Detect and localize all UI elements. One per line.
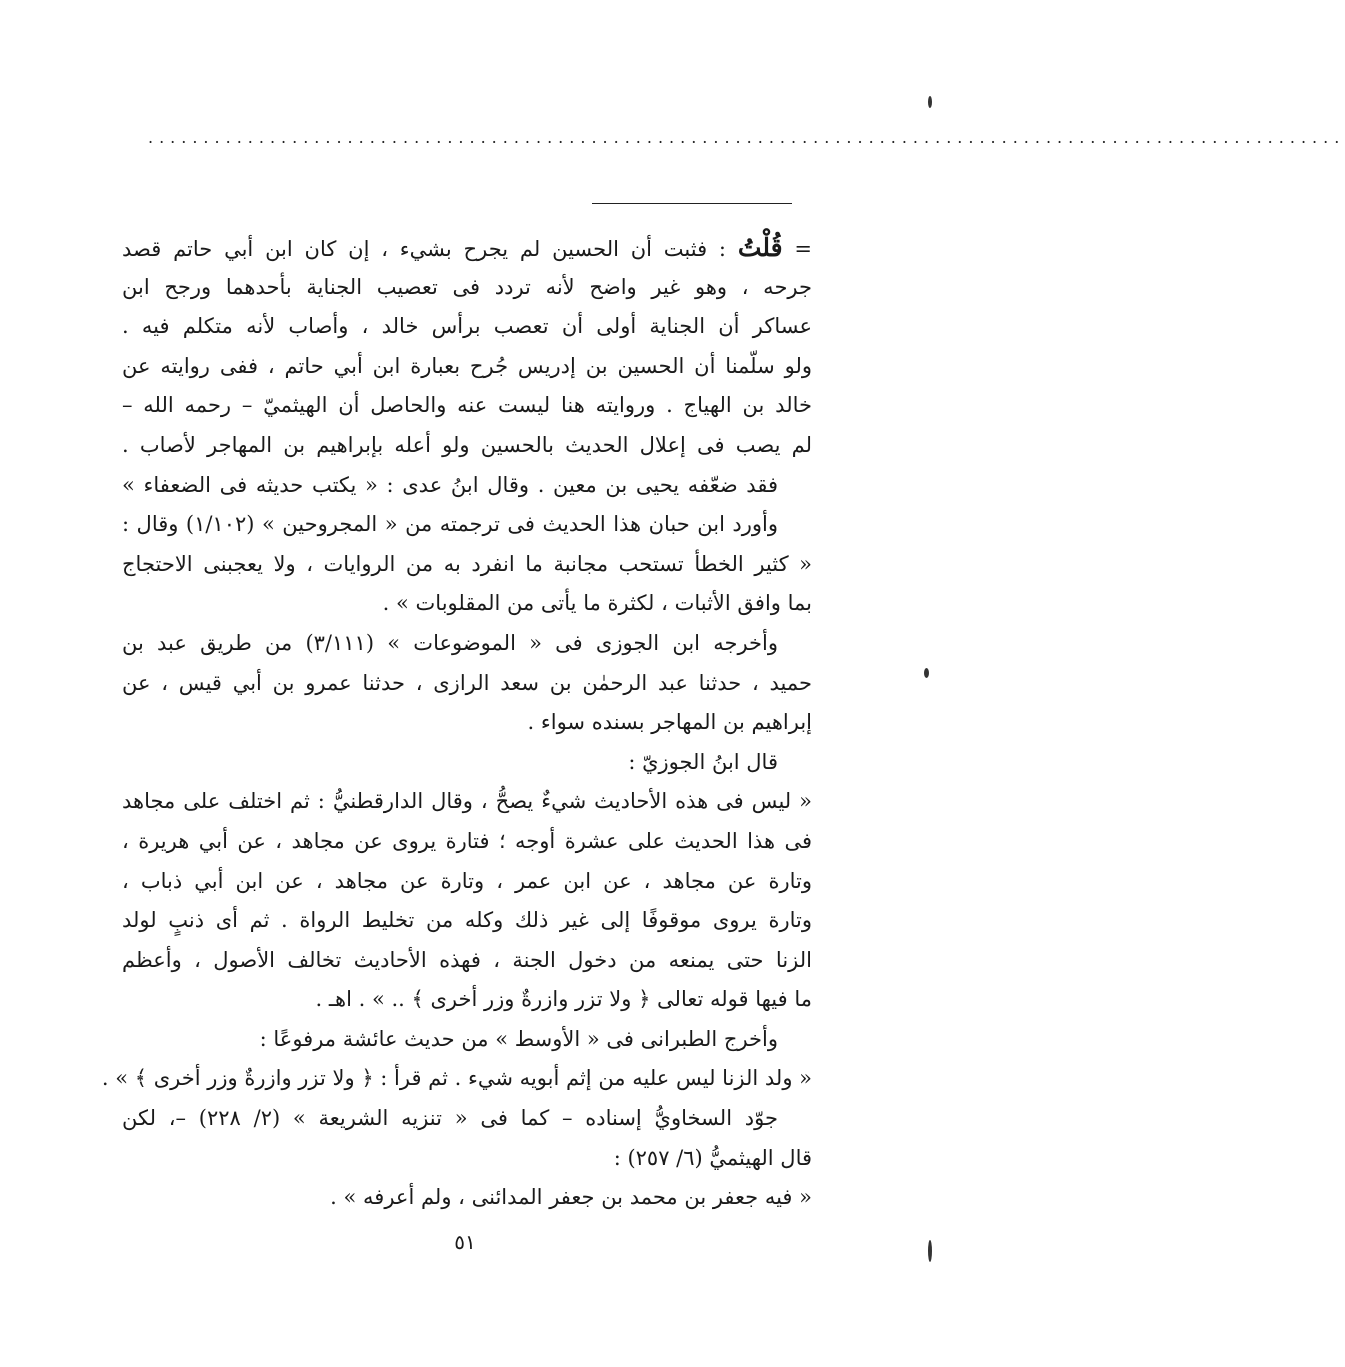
text-line-10: بما وافق الأثبات ، لكثرة ما يأتى من المقلوبات » . [382,591,812,616]
scan-speck [928,96,932,108]
text-line-4: ولو سلّمنا أن الحسين بن إدريس جُرح بعبارة ابن أبي حاتم ، ففى روايته عن [122,353,812,378]
footnote-text [101,228,812,1218]
qult-word: قُلْتُ [737,233,783,262]
text-line-9: « كثير الخطأ تستحب مجانبة ما انفرد به من الروايات ، ولا يعجبنى الاحتجاج [122,551,812,576]
text-line-3: عساكر أن الجناية أولى أن تعصب برأس خالد ، وأصاب لأنه متكلم فيه . [122,314,812,339]
text-line-23: جوّد السخاويُّ إسناده – كما فى « تنزيه الشريعة » (٢/ ٢٢٨) –، لكن [122,1106,778,1131]
text-line-2: جرحه ، وهو غير واضح لأنه تردد فى تعصيب الجناية بأحدهما ورجح ابن [122,274,812,299]
text-line-8: وأورد ابن حبان هذا الحديث فى ترجمته من « المجروحين » (١/١٠٢) وقال : [122,512,778,537]
footnote-separator-dots: ............................................................................................................ [148,128,1345,147]
text-line-22: « ولد الزنا ليس عليه من إثم أبويه شيء . ثم قرأ : ﴿ ولا تزر وازرةٌ وزر أخرى ﴾ » . [101,1066,812,1091]
text-line-20: ما فيها قوله تعالى ﴿ ولا تزر وازرةٌ وزر أخرى ﴾ .. » . اهـ . [315,987,812,1012]
text-line-12: حميد ، حدثنا عبد الرحمٰن بن سعد الرازى ، حدثنا عمرو بن أبي قيس ، عن [122,670,812,695]
text-line-21: وأخرج الطبرانى فى « الأوسط » من حديث عائشة مرفوعًا : [259,1026,778,1051]
text-line-1: = قُلْتُ : فثبت أن الحسين لم يجرح بشيء ، إن كان ابن أبي حاتم قصد [122,233,812,262]
text-line-17: وتارة عن مجاهد ، عن ابن عمر ، وتارة عن مجاهد ، عن ابن أبي ذباب ، [122,868,812,893]
text-line-7: فقد ضعّفه يحيى بن معين . وقال ابنُ عدى : « يكتب حديثه فى الضعفاء » [122,472,778,497]
footnote-rule [592,203,792,204]
scan-speck [928,1240,932,1262]
text-line-18: وتارة يروى موقوفًا إلى غير ذلك وكله من تخليط الرواة . ثم أى ذنبٍ لولد [122,908,812,933]
text-line-24: قال الهيثميُّ (٦/ ٢٥٧) : [613,1145,812,1170]
text-line-11: وأخرجه ابن الجوزى فى « الموضوعات » (٣/١١١) من طريق عبد بن [122,630,778,655]
text-line-25: « فيه جعفر بن محمد بن جعفر المدائنى ، ولم أعرفه » . [330,1185,812,1210]
text-line-13: إبراهيم بن المهاجر بسنده سواء . [527,710,812,735]
scan-speck [924,668,929,678]
text-line-15: « ليس فى هذه الأحاديث شيءٌ يصحُّ ، وقال الدارقطنيُّ : ثم اختلف على مجاهد [122,789,812,814]
text-line-5: خالد بن الهياج . وروايته هنا ليست عنه والحاصل أن الهيثميّ – رحمه الله – [122,393,812,418]
text-line-14: قال ابنُ الجوزيّ : [628,749,778,774]
text-line-19: الزنا حتى يمنعه من دخول الجنة ، فهذه الأحاديث تخالف الأصول ، وأعظم [122,947,812,972]
text-line-6: لم يصب فى إعلال الحديث بالحسين ولو أعله بإبراهيم بن المهاجر لأصاب . [122,432,812,457]
page-number: ٥١ [454,1230,476,1254]
text-line-16: فى هذا الحديث على عشرة أوجه ؛ فتارة يروى عن مجاهد ، عن أبي هريرة ، [122,828,812,853]
